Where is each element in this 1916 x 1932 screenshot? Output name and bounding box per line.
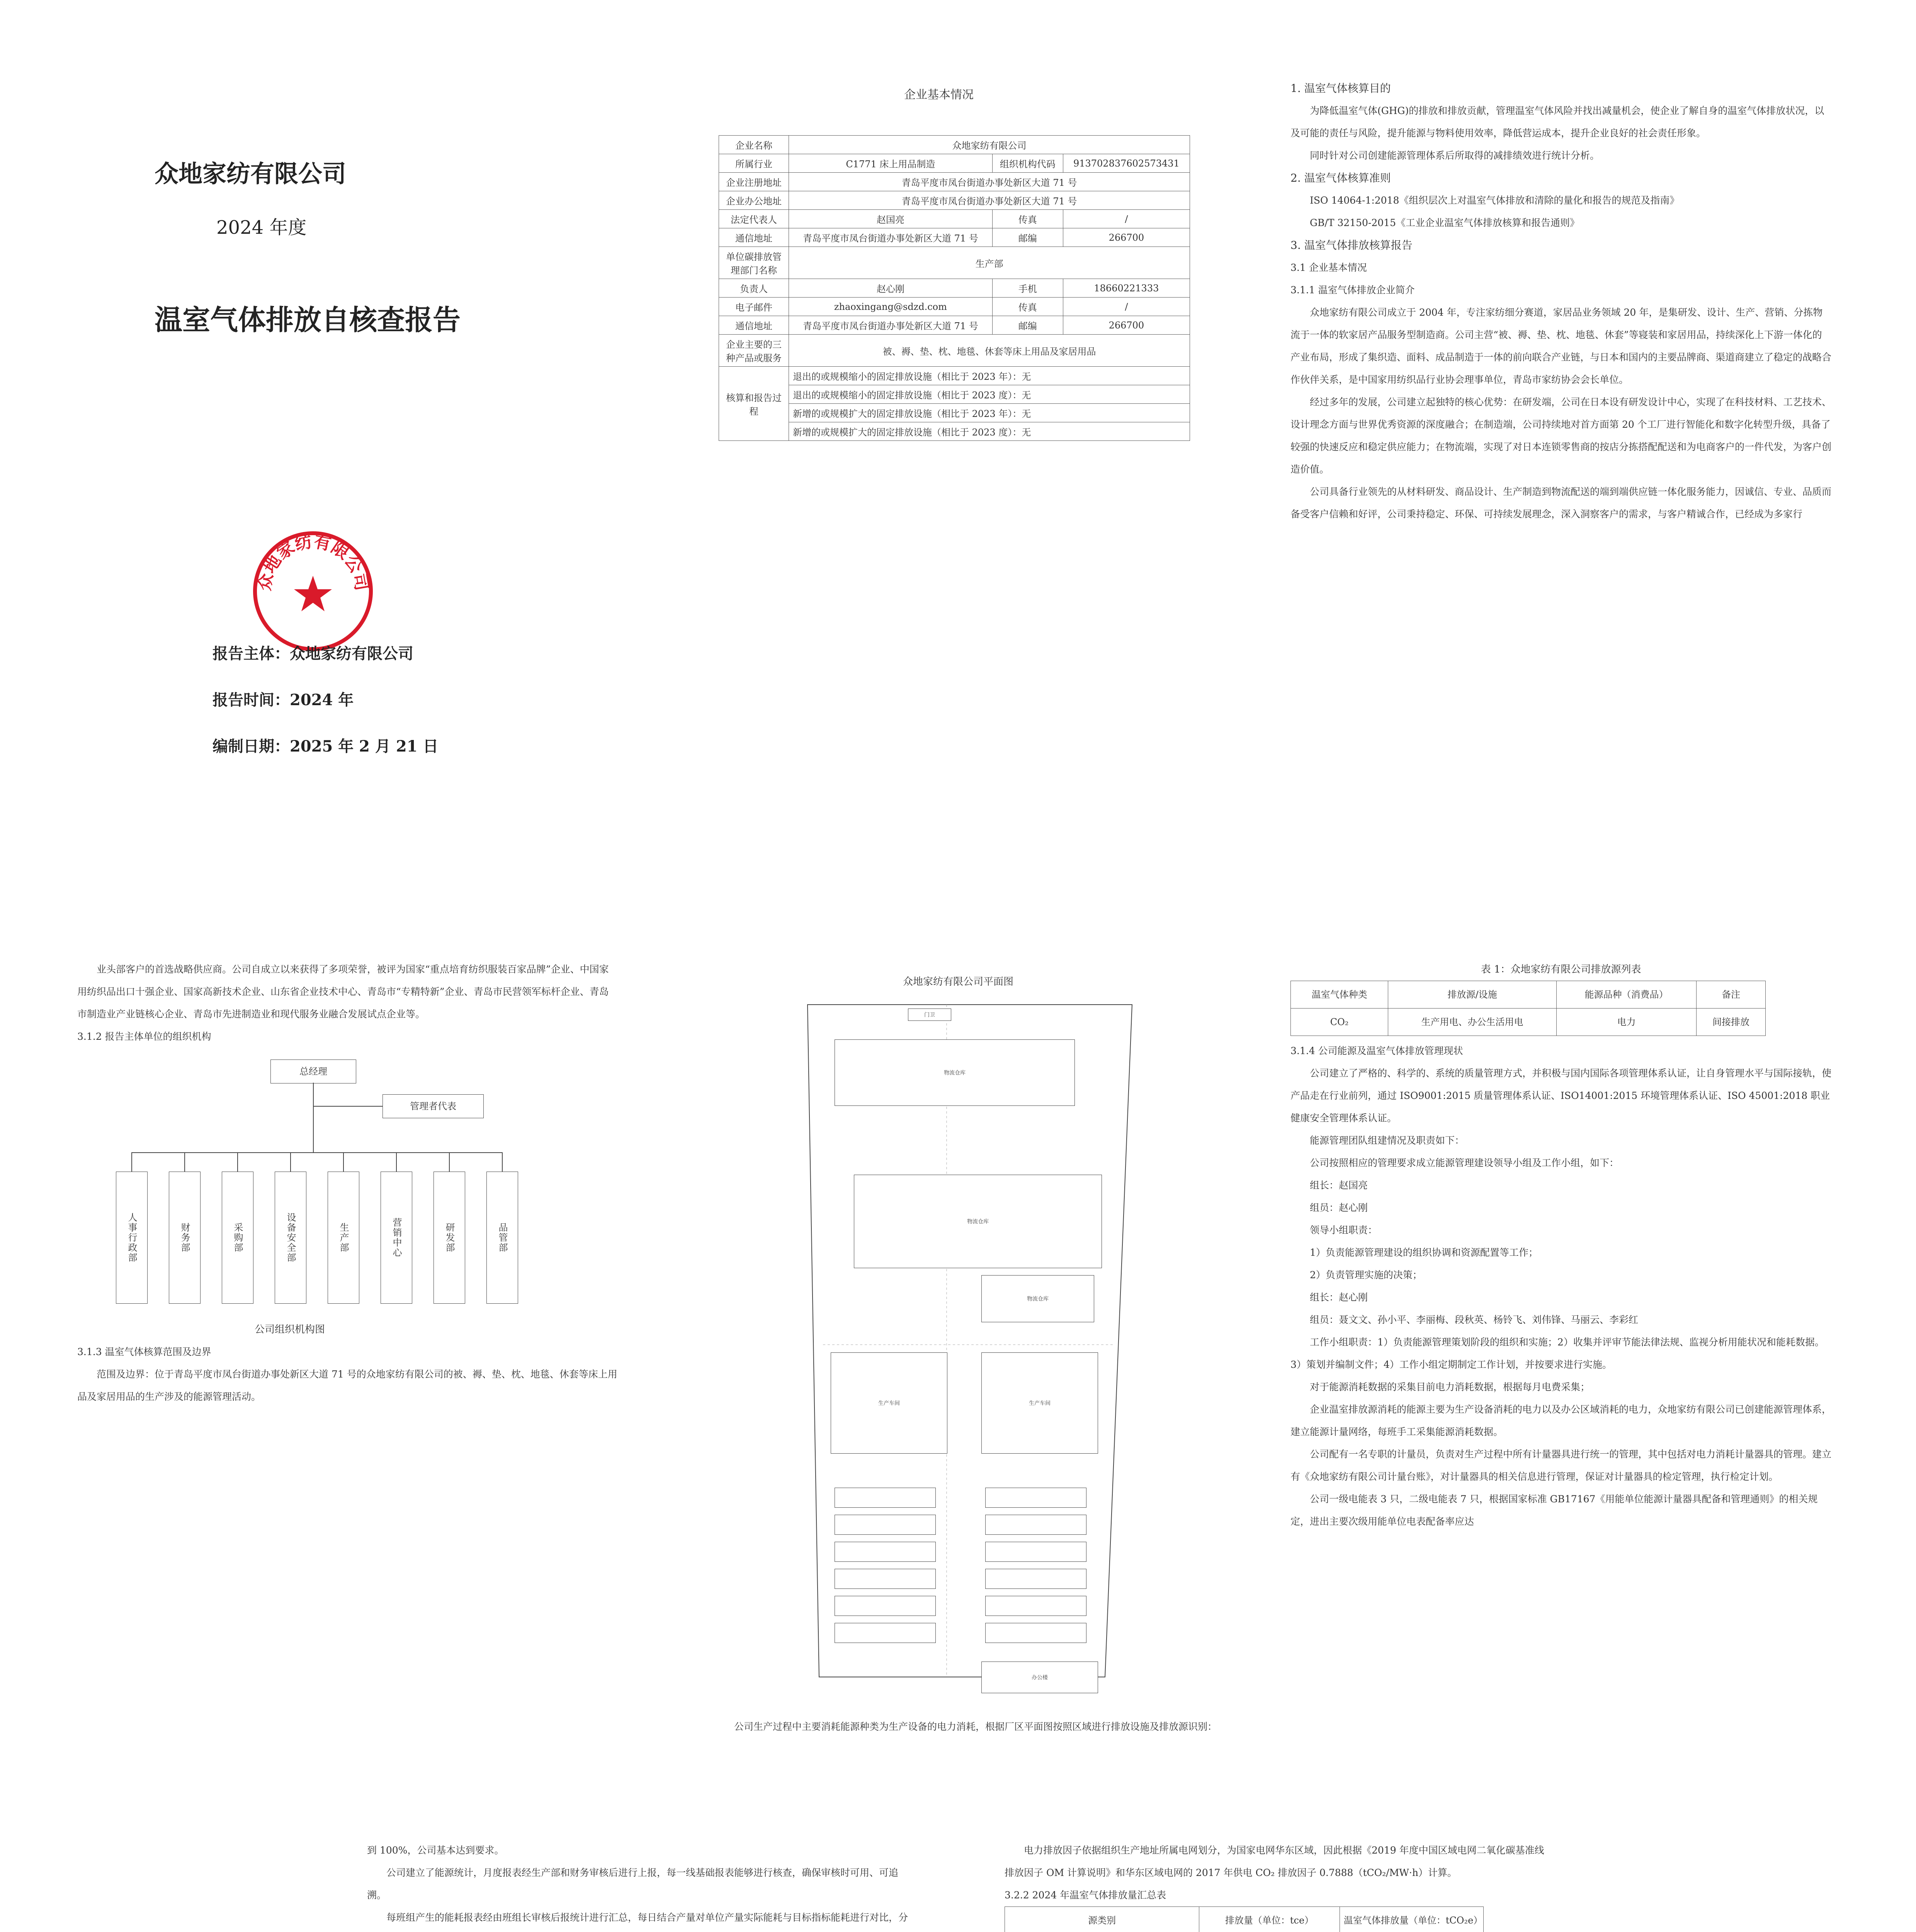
plan-warehouse-2: 物流仓库 — [854, 1175, 1102, 1268]
info-value-2: / — [1063, 298, 1190, 316]
info-key: 单位碳排放管理部门名称 — [719, 247, 789, 279]
plan-office: 办公楼 — [981, 1662, 1098, 1693]
plan-workshop-2: 生产车间 — [981, 1352, 1098, 1454]
summary-head-0: 源类别 — [1005, 1907, 1199, 1932]
info-value-2: 18660221333 — [1063, 279, 1190, 298]
mgmt-t7: 1）负责能源管理建设的组织协调和资源配置等工作； — [1310, 1247, 1538, 1258]
org-page — [77, 958, 618, 1723]
info-row — [719, 136, 1190, 154]
info-title: 企业基本情况 — [904, 88, 974, 102]
info-key: 通信地址 — [719, 316, 789, 335]
plan-room — [835, 1569, 936, 1589]
info-value: 赵国亮 — [789, 210, 993, 228]
org-dept: 采购部 — [222, 1172, 253, 1304]
cover-subject: 报告主体：众地家纺有限公司 — [213, 645, 413, 663]
mgmt-t11: 工作小组职责：1）负责能源管理策划阶段的组织和实施；2）收集并评审节能法律法规、监视分析用能状况和能耗数据。3）策划并编制文件；4）工作小组定期制定工作计划，并按要求进行实施。 — [1290, 1337, 1824, 1370]
process-label: 核算和报告过程 — [719, 367, 789, 441]
energy-page — [367, 1839, 908, 1932]
cover-page — [89, 77, 630, 842]
mgmt-t14: 公司配有一名专职的计量员，负责对生产过程中所有计量器具进行统一的管理，其中包括对电力消耗计量器具的管理。建立有《众地家纺有限公司计量台账》，对计量器具的相关信息进行管理，保证对计量器具的检定管理，执行检定计划。 — [1290, 1449, 1832, 1482]
info-value: 众地家纺有限公司 — [789, 136, 1190, 154]
purpose-text-1: 为降低温室气体(GHG)的排放和排放贡献，管理温室气体风险并找出减量机会，使企业了解自身的温室气体排放状况，以及可能的责任与风险，提升能源与物料使用效率，降低营运成本，提升企业良好的社会责任形象。 — [1290, 105, 1824, 139]
honors-text: 业头部客户的首选战略供应商。公司自成立以来获得了多项荣誉，被评为国家“重点培育纺织服装百家品牌”企业、中国家用纺织品出口十强企业、国家高新技术企业、山东省企业技术中心、青岛市“专精特新”企业、青岛市民营领军标杆企业、青岛市制造业产业链核心企业、青岛市先进制造业和现代服务业融合发展试点企业等。 — [77, 964, 609, 1020]
info-row — [719, 335, 1190, 367]
info-key-2: 邮编 — [992, 316, 1063, 335]
org-caption: 公司组织机构图 — [254, 1324, 325, 1335]
h-intro: 3.1.1 温室气体排放企业简介 — [1290, 284, 1415, 296]
info-value: 被、褥、垫、枕、地毯、休套等床上用品及家居用品 — [789, 335, 1190, 367]
purpose-text-2: 同时针对公司创建能源管理体系后所取得的减排绩效进行统计分析。 — [1310, 150, 1600, 161]
company-seal-icon — [251, 529, 375, 653]
plan-warehouse-3: 物流仓库 — [981, 1275, 1094, 1322]
plan-workshop-1: 生产车间 — [831, 1352, 947, 1454]
org-dept: 研发部 — [434, 1172, 465, 1304]
info-key: 法定代表人 — [719, 210, 789, 228]
info-key-2: 传真 — [992, 210, 1063, 228]
info-value: 青岛平度市凤台街道办事处新区大道 71 号 — [789, 173, 1190, 191]
plan-room — [985, 1515, 1086, 1535]
info-row — [719, 191, 1190, 210]
plan-room — [985, 1623, 1086, 1643]
intro-text-1: 众地家纺有限公司成立于 2004 年，专注家纺细分赛道，家居品业务领域 20 年，是集研发、设计、生产、营销、分拣物流于一体的软家居产品服务型制造商。公司主营“被、褥、垫、枕、地毯、休套”等寝装和家居用品，持续深化上下游一体化的产业布局，形成了集织造、面料、成品制造于一体的前向联合产业链，与日本和国内的主要品牌商、渠道商建立了稳定的战略合作伙伴关系，是中国家用纺织品行业协会理事单位，青岛市家纺协会会长单位。 — [1290, 307, 1832, 385]
mgmt-t9: 组长：赵心刚 — [1310, 1292, 1368, 1303]
info-value-2: 913702837602573431 — [1063, 154, 1190, 173]
info-key-2: 组织机构代码 — [992, 154, 1063, 173]
plan-note: 公司生产过程中主要消耗能源种类为生产设备的电力消耗，根据厂区平面图按照区域进行排放设施及排放源识别： — [734, 1721, 1217, 1732]
info-key: 企业注册地址 — [719, 173, 789, 191]
process-row — [719, 367, 1190, 385]
h-scope: 3.1.3 温室气体核算范围及边界 — [77, 1346, 211, 1357]
info-key: 所属行业 — [719, 154, 789, 173]
emission-source-table — [1290, 981, 1766, 1036]
h-org: 3.1.2 报告主体单位的组织机构 — [77, 1031, 211, 1042]
cover-company: 众地家纺有限公司 — [155, 160, 347, 188]
h-standards: 2. 温室气体核算准则 — [1290, 172, 1391, 184]
info-key-2: 邮编 — [992, 228, 1063, 247]
seal-text: 众地家纺有限公司 — [254, 531, 372, 592]
org-general-manager: 总经理 — [270, 1060, 356, 1083]
t1-c3: 间接排放 — [1697, 1009, 1766, 1036]
h-summary: 3.2.2 2024 年温室气体排放量汇总表 — [1005, 1889, 1166, 1901]
info-row — [719, 210, 1190, 228]
info-key: 通信地址 — [719, 228, 789, 247]
info-key: 企业名称 — [719, 136, 789, 154]
info-row — [719, 154, 1190, 173]
info-row — [719, 279, 1190, 298]
summary-table — [1005, 1906, 1484, 1932]
t1-c0: CO₂ — [1291, 1009, 1388, 1036]
process-item: 退出的或规模缩小的固定排放设施（相比于 2023 年）：无 — [789, 367, 1190, 385]
t1-c2: 电力 — [1556, 1009, 1696, 1036]
org-dept: 财务部 — [169, 1172, 201, 1304]
mgmt-t8: 2）负责管理实施的决策； — [1310, 1269, 1422, 1281]
process-row — [719, 385, 1190, 404]
plan-room — [835, 1488, 936, 1508]
info-row — [719, 247, 1190, 279]
info-value: 青岛平度市凤台街道办事处新区大道 71 号 — [789, 316, 993, 335]
plan-gate: 门卫 — [908, 1009, 951, 1021]
summary-head-2: 温室气体排放量（单位：tCO₂e） — [1340, 1907, 1483, 1932]
info-value-2: 266700 — [1063, 316, 1190, 335]
info-key: 电子邮件 — [719, 298, 789, 316]
org-management-rep: 管理者代表 — [383, 1094, 484, 1118]
h-purpose: 1. 温室气体核算目的 — [1290, 82, 1391, 95]
info-value-2: 266700 — [1063, 228, 1190, 247]
process-item: 退出的或规模缩小的固定排放设施（相比于 2023 度）：无 — [789, 385, 1190, 404]
info-table — [719, 135, 1190, 441]
info-value: 青岛平度市凤台街道办事处新区大道 71 号 — [789, 228, 993, 247]
plan-room — [835, 1515, 936, 1535]
info-key-2: 手机 — [992, 279, 1063, 298]
plan-page — [688, 958, 1229, 1732]
plan-room — [985, 1542, 1086, 1562]
energy-t3: 每班组产生的能耗报表经由班组长审核后报统计进行汇总，每日结合产量对单位产量实际能耗与目标指标能耗进行对比，分 — [386, 1912, 908, 1923]
info-key: 负责人 — [719, 279, 789, 298]
plan-room — [835, 1542, 936, 1562]
factor-text: 电力排放因子依据组织生产地址所属电网划分，为国家电网华东区域，因此根据《2019 年度中国区域电网二氧化碳基准线排放因子 OM 计算说明》和华东区域电网的 2017 年供电 CO₂ 排放因子 0.7888（tCO₂/MW·h）计算。 — [1005, 1845, 1544, 1878]
info-key: 企业主要的三种产品或服务 — [719, 335, 789, 367]
mgmt-t5: 组员：赵心刚 — [1310, 1202, 1368, 1213]
process-item: 新增的或规模扩大的固定排放设施（相比于 2023 度）：无 — [789, 422, 1190, 441]
info-row — [719, 173, 1190, 191]
cover-year: 2024 年度 — [216, 217, 307, 238]
energy-t1: 到 100%，公司基本达到要求。 — [367, 1845, 504, 1856]
plan-title: 众地家纺有限公司平面图 — [903, 976, 1013, 988]
h-report: 3. 温室气体排放核算报告 — [1290, 239, 1413, 252]
info-key: 企业办公地址 — [719, 191, 789, 210]
plan-room — [985, 1488, 1086, 1508]
scope-text: 范围及边界：位于青岛平度市凤台街道办事处新区大道 71 号的众地家纺有限公司的被、褥、垫、枕、地毯、休套等床上用品及家居用品的生产涉及的能源管理活动。 — [77, 1369, 617, 1402]
t1-h3: 备注 — [1697, 981, 1766, 1009]
info-row — [719, 228, 1190, 247]
process-row — [719, 422, 1190, 441]
h-management: 3.1.4 公司能源及温室气体排放管理现状 — [1290, 1045, 1463, 1056]
purpose-page — [1290, 77, 1831, 842]
org-chart — [77, 1048, 508, 1318]
cover-time: 报告时间：2024 年 — [213, 691, 354, 709]
t1-h1: 排放源/设施 — [1388, 981, 1557, 1009]
org-dept: 品管部 — [486, 1172, 518, 1304]
mgmt-t4: 组长：赵国亮 — [1310, 1180, 1368, 1191]
process-row — [719, 404, 1190, 422]
plan-room — [985, 1596, 1086, 1616]
info-row — [719, 316, 1190, 335]
info-row — [719, 298, 1190, 316]
standard-2: GB/T 32150-2015《工业企业温室气体排放核算和报告通则》 — [1310, 217, 1579, 228]
intro-text-3: 公司具备行业领先的从材料研发、商品设计、生产制造到物流配送的端到端供应链一体化服务能力，因诚信、专业、品质而备受客户信赖和好评，公司秉持稳定、环保、可持续发展理念，深入洞察客户的需求，与客户精诚合作，已经成为多家行 — [1290, 486, 1832, 520]
management-page — [1290, 958, 1831, 1723]
standard-1: ISO 14064-1:2018《组织层次上对温室气体排放和清除的量化和报告的规范及指南》 — [1310, 195, 1680, 206]
info-page — [688, 77, 1229, 842]
summary-head-1: 排放量（单位：tce） — [1199, 1907, 1340, 1932]
info-value: 青岛平度市凤台街道办事处新区大道 71 号 — [789, 191, 1190, 210]
info-value-2: / — [1063, 210, 1190, 228]
org-dept: 人事行政部 — [116, 1172, 148, 1304]
mgmt-t2: 能源管理团队组建情况及职责如下： — [1310, 1135, 1465, 1146]
org-dept: 设备安全部 — [275, 1172, 306, 1304]
mgmt-t1: 公司建立了严格的、科学的、系统的质量管理方式，并积极与国内国际各项管理体系认证，让自身管理水平与国际接轨，使产品走在行业前列，通过 ISO9001:2015 质量管理体系认证、ISO14001:2015 环境管理体系认证、ISO 45001:2018 职业健康安全管理体系认证。 — [1290, 1068, 1832, 1124]
mgmt-t15: 公司一级电能表 3 只，二级电能表 7 只，根据国家标准 GB17167《用能单位能源计量器具配备和管理通则》的相关规定，进出主要次级用能单位电表配备率应达 — [1290, 1493, 1818, 1527]
mgmt-t6: 领导小组职责： — [1310, 1225, 1378, 1236]
info-key-2: 传真 — [992, 298, 1063, 316]
energy-t2: 公司建立了能源统计，月度报表经生产部和财务审核后进行上报，每一线基础报表能够进行核查，确保审核时可用、可追溯。 — [367, 1867, 899, 1901]
intro-text-2: 经过多年的发展，公司建立起独特的核心优势：在研发端，公司在日本设有研发设计中心，实现了在科技材料、工艺技术、设计理念方面与世界优秀资源的深度融合；在制造端，公司持续地对首方面第 20 个工厂进行智能化和数字化转型升级，具备了较强的快速反应和稳定供应能力；在物流端，实现了对日本连锁零售商的按店分拣搭配配送和为电商客户的一件代发，为客户创造价值。 — [1290, 396, 1832, 475]
summary-page — [1005, 1839, 1545, 1932]
org-dept: 营销中心 — [381, 1172, 412, 1304]
org-dept: 生产部 — [328, 1172, 359, 1304]
cover-date: 编制日期：2025 年 2 月 21 日 — [213, 737, 439, 755]
mgmt-t12: 对于能源消耗数据的采集目前电力消耗数据，根据每月电费采集； — [1310, 1381, 1590, 1393]
plan-warehouse-1: 物流仓库 — [835, 1039, 1075, 1106]
cover-title: 温室气体排放自核查报告 — [155, 303, 461, 336]
table1-title: 表 1：众地家纺有限公司排放源列表 — [1481, 964, 1641, 975]
t1-c1: 生产用电、办公生活用电 — [1388, 1009, 1557, 1036]
plan-room — [835, 1596, 936, 1616]
info-value: C1771 床上用品制造 — [789, 154, 993, 173]
info-value: zhaoxingang@sdzd.com — [789, 298, 993, 316]
h-basic: 3.1 企业基本情况 — [1290, 262, 1367, 273]
mgmt-t10: 组员：聂文文、孙小平、李丽梅、段秋英、杨铃飞、刘伟锋、马丽云、李彩红 — [1310, 1314, 1639, 1325]
t1-h0: 温室气体种类 — [1291, 981, 1388, 1009]
plan-room — [835, 1623, 936, 1643]
summary-header — [1005, 1907, 1484, 1932]
t1-h2: 能源品种（消费品） — [1556, 981, 1696, 1009]
info-value: 赵心刚 — [789, 279, 993, 298]
mgmt-t3: 公司按照相应的管理要求成立能源管理建设领导小组及工作小组，如下： — [1310, 1157, 1619, 1168]
mgmt-t13: 企业温室排放源消耗的能源主要为生产设备消耗的电力以及办公区域消耗的电力，众地家纺有限公司已创建能源管理体系，建立能源计量网络，每班手工采集能源消耗数据。 — [1290, 1404, 1832, 1437]
info-value: 生产部 — [789, 247, 1190, 279]
plan-room — [985, 1569, 1086, 1589]
process-item: 新增的或规模扩大的固定排放设施（相比于 2023 年）：无 — [789, 404, 1190, 422]
